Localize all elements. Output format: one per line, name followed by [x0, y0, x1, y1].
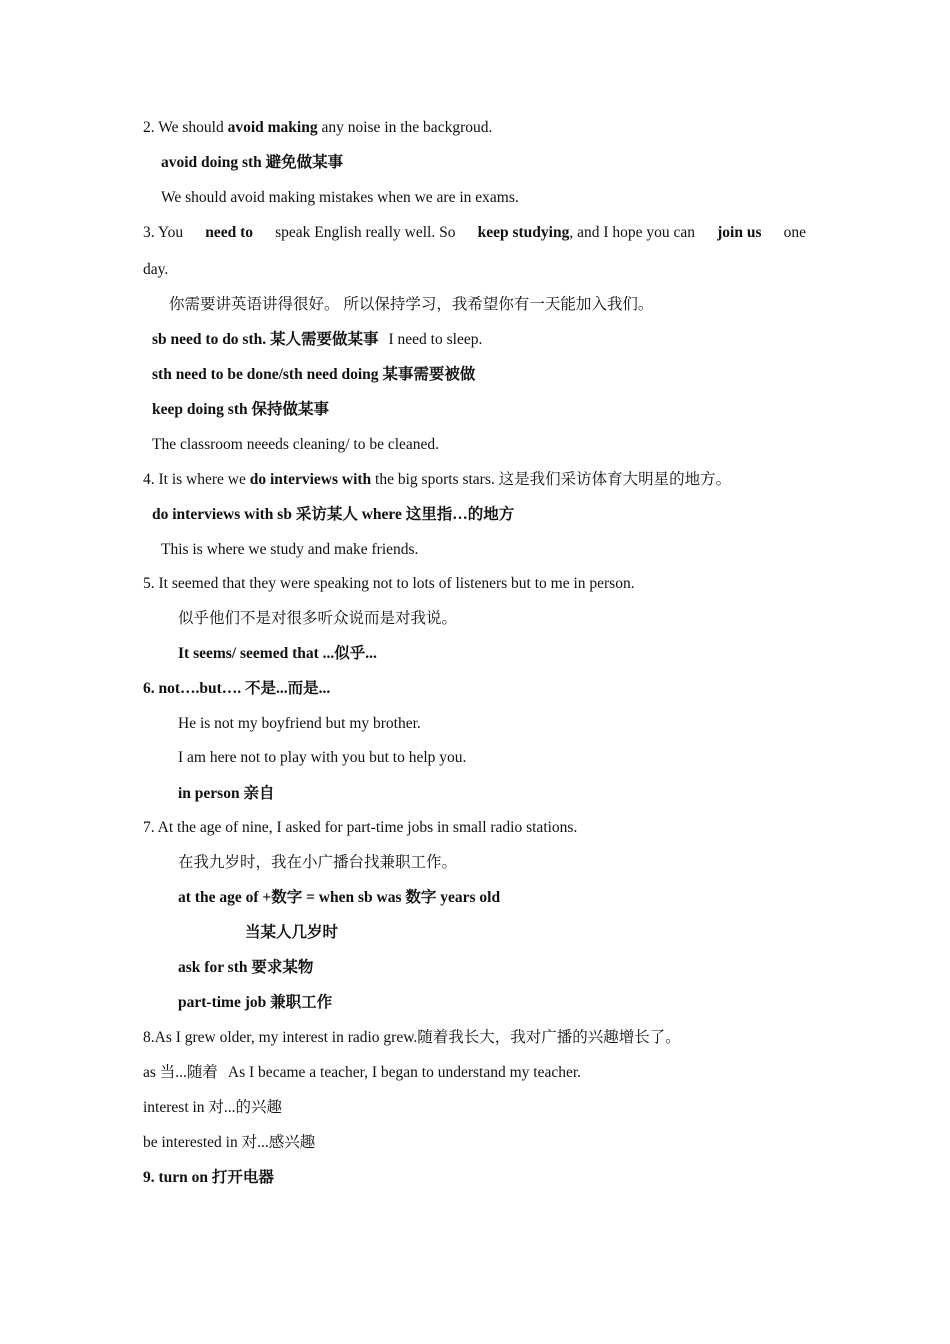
phrase-interest-in: interest in 对...的兴趣: [143, 1099, 283, 1116]
phrase-be-interested-in: be interested in 对...感兴趣: [143, 1134, 316, 1151]
phrase-in-person: in person 亲自: [178, 785, 275, 802]
phrase-at-the-age-of-meaning: 当某人几岁时: [245, 924, 339, 941]
item-3-sentence-cont: day.: [143, 261, 169, 278]
phrase-need-to-do: sb need to do sth. 某人需要做某事 I need to sleep.: [152, 331, 483, 348]
example-avoid-making: We should avoid making mistakes when we are in exams.: [161, 189, 519, 206]
keyphrase-avoid-making: avoid making: [227, 119, 318, 136]
example-where: This is where we study and make friends.: [161, 541, 419, 558]
item-4-sentence: 4. It is where we do interviews with the big sports stars. 这是我们采访体育大明星的地方。: [143, 471, 732, 488]
phrase-need-doing: sth need to be done/sth need doing 某事需要被做: [152, 366, 476, 383]
keyphrase-need-to: need to: [205, 224, 253, 241]
example-not-but-2: I am here not to play with you but to help you.: [178, 749, 467, 766]
phrase-ask-for: ask for sth 要求某物: [178, 959, 314, 976]
phrase-avoid-doing: avoid doing sth 避免做某事: [161, 154, 344, 171]
phrase-keep-doing: keep doing sth 保持做某事: [152, 401, 329, 418]
item-7-translation: 在我九岁时，我在小广播台找兼职工作。: [178, 854, 458, 871]
phrase-it-seems: It seems/ seemed that ...似乎...: [178, 645, 377, 662]
example-not-but-1: He is not my boyfriend but my brother.: [178, 715, 421, 732]
keyphrase-join-us: join us: [717, 224, 762, 241]
keyphrase-do-interviews: do interviews with: [249, 471, 372, 488]
item-3-sentence: 3. You need to speak English really well. So keep studying, and I hope you can join us one: [143, 224, 806, 241]
phrase-do-interviews: do interviews with sb 采访某人 where 这里指…的地方: [152, 506, 515, 523]
phrase-as: as 当...随着 As I became a teacher, I began to understand my teacher.: [143, 1064, 582, 1081]
item-5-sentence: 5. It seemed that they were speaking not to lots of listeners but to me in person.: [143, 575, 635, 592]
item-3-translation: 你需要讲英语讲得很好。 所以保持学习，我希望你有一天能加入我们。: [169, 296, 654, 313]
example-needs-cleaning: The classroom neeeds cleaning/ to be cleaned.: [152, 436, 440, 453]
item-2-sentence: 2. We should avoid making any noise in the backgroud.: [143, 119, 493, 136]
item-5-translation: 似乎他们不是对很多听众说而是对我说。: [178, 610, 458, 627]
item-6-heading: 6. not….but…. 不是...而是...: [143, 680, 331, 697]
phrase-part-time-job: part-time job 兼职工作: [178, 994, 333, 1011]
keyphrase-keep-studying: keep studying: [477, 224, 570, 241]
item-8-sentence: 8.As I grew older, my interest in radio grew.随着我长大，我对广播的兴趣增长了。: [143, 1029, 681, 1046]
item-7-sentence: 7. At the age of nine, I asked for part-time jobs in small radio stations.: [143, 819, 578, 836]
phrase-at-the-age-of: at the age of +数字 = when sb was 数字 years old: [178, 889, 501, 906]
item-9-heading: 9. turn on 打开电器: [143, 1169, 274, 1186]
